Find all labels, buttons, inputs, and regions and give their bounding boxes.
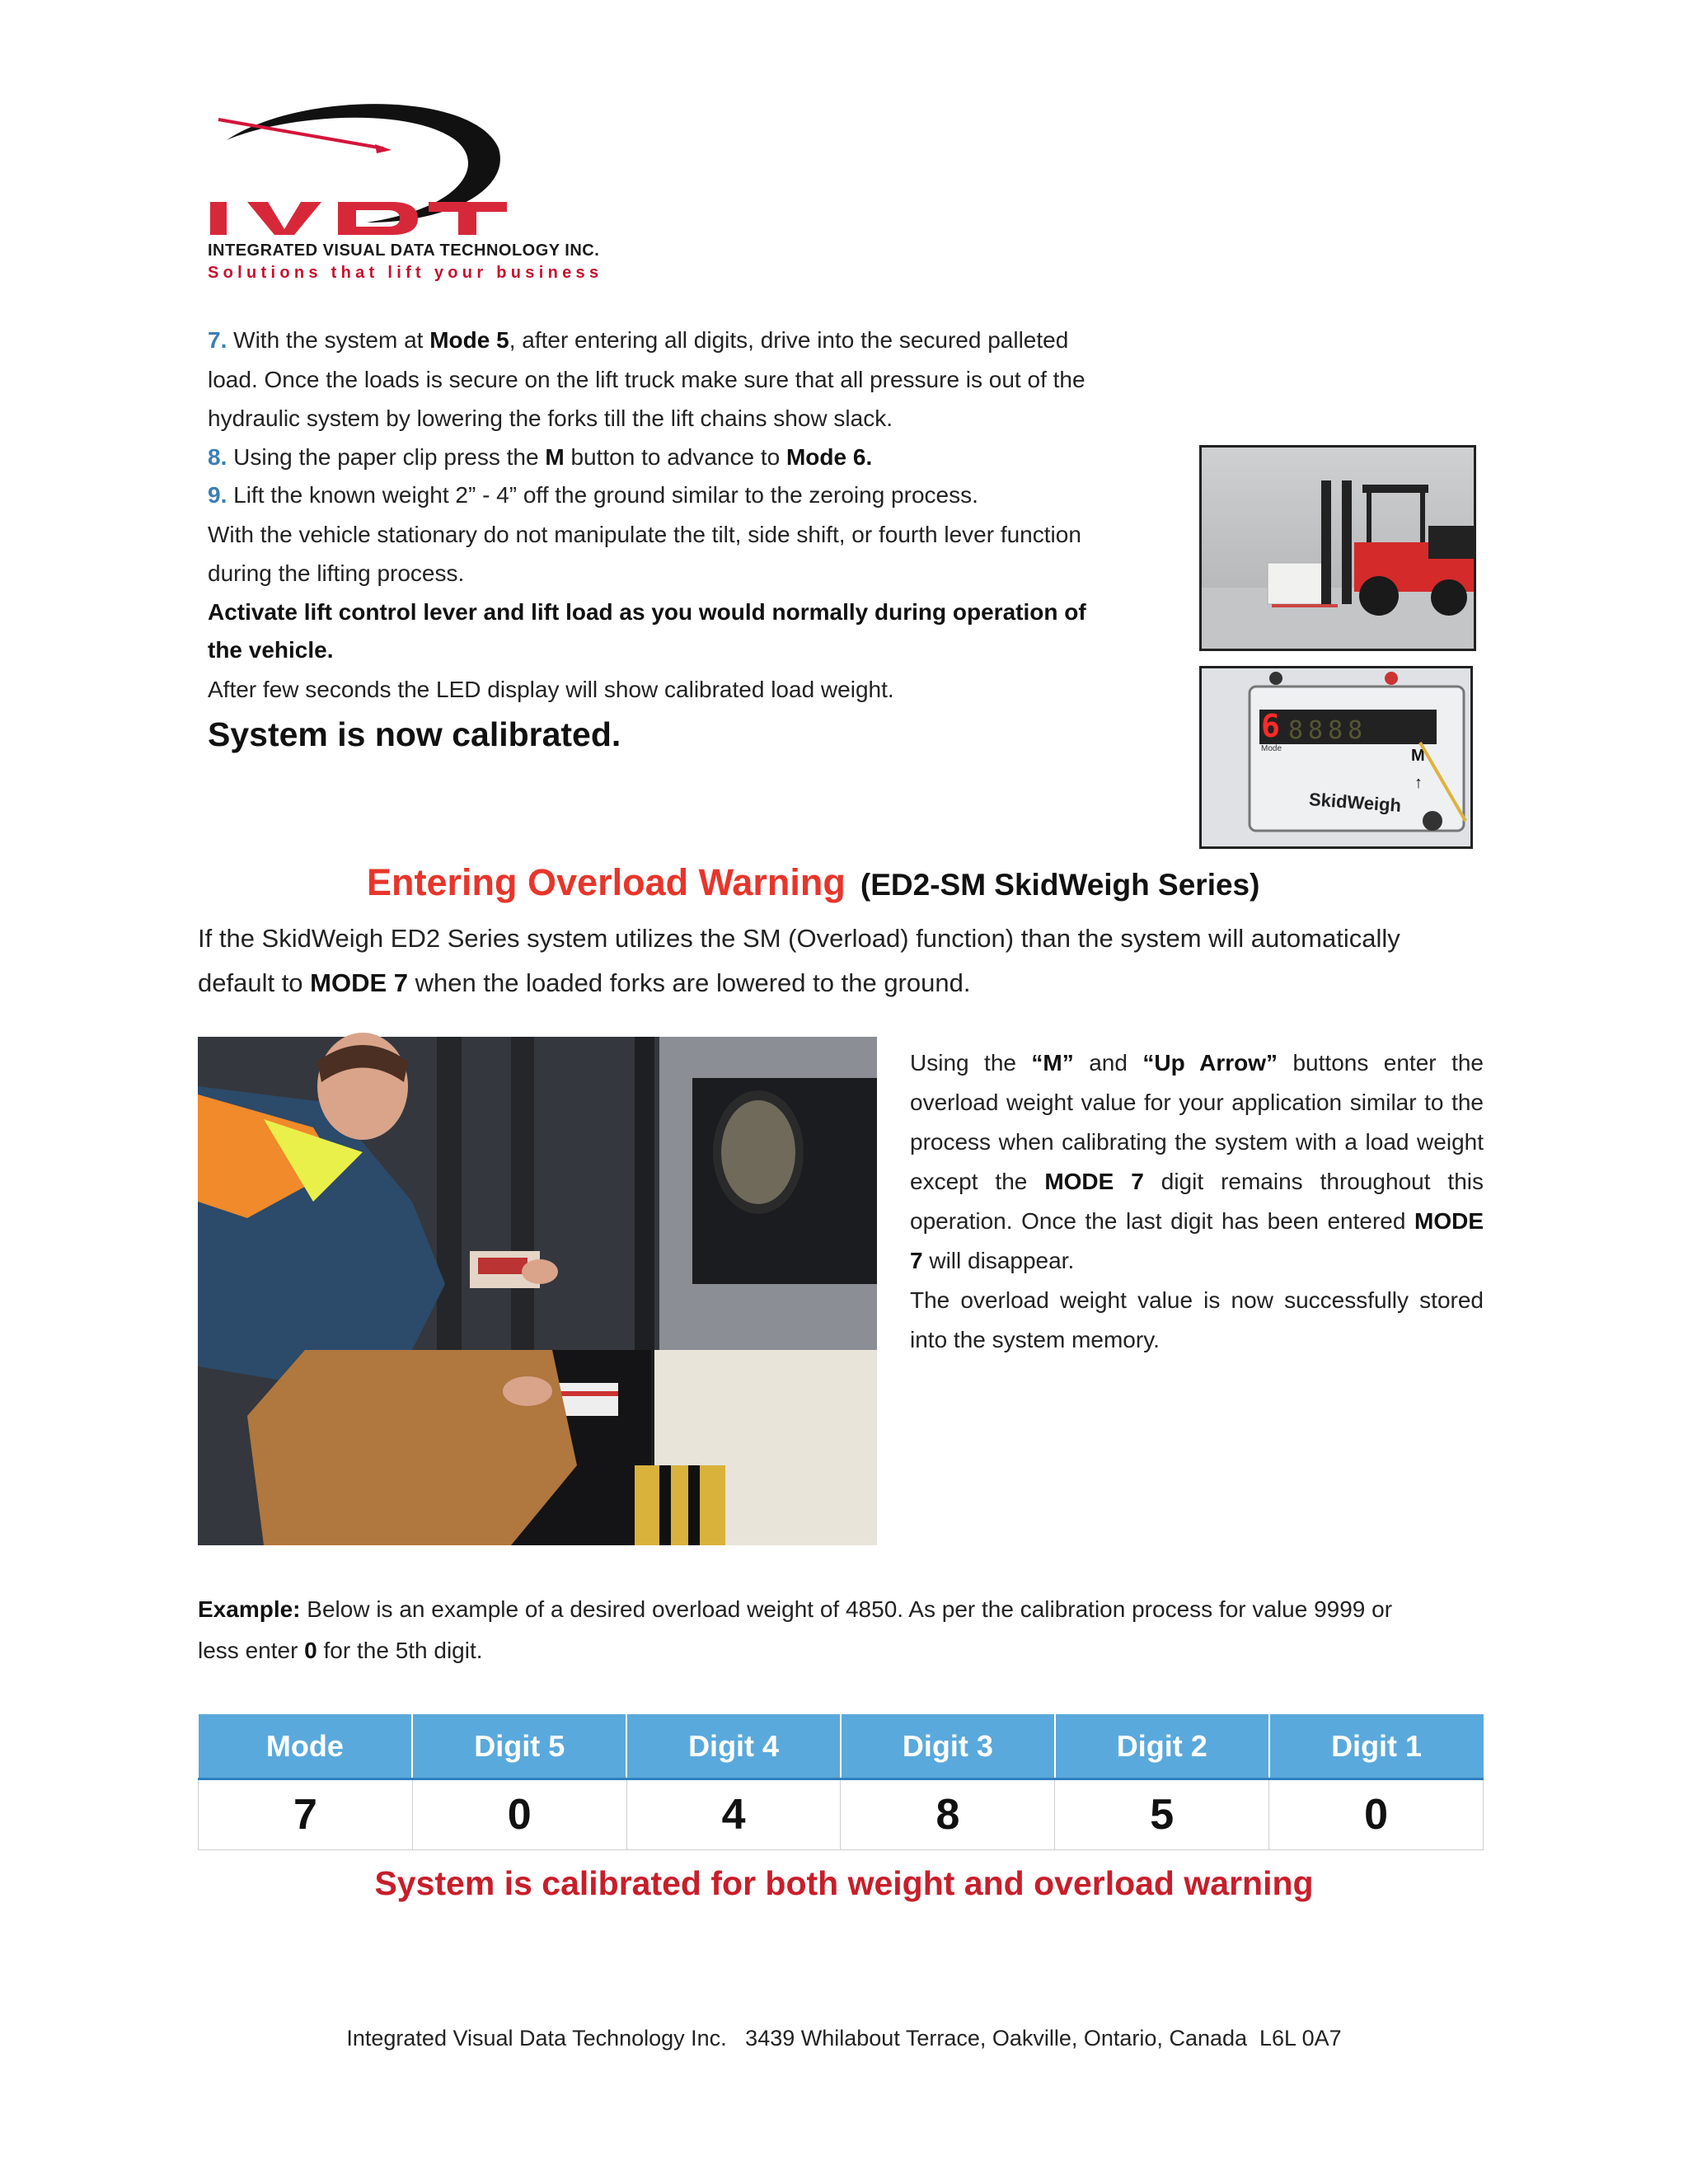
step-9-line-1: 9. Lift the known weight 2” - 4” off the ground similar to the zeroing process.	[208, 482, 978, 508]
logo-tagline: Solutions that lift your business	[208, 264, 603, 282]
header-digit-4: Digit 4	[626, 1714, 841, 1779]
operator-illustration	[198, 1037, 877, 1545]
overload-digit-table	[198, 1714, 1484, 1850]
display-brand-label: SkidWeigh	[1308, 789, 1402, 816]
forklift-model-photo	[1199, 445, 1476, 651]
step-7-line-2: load. Once the loads is secure on the lift truck make sure that all pressure is out of the	[208, 367, 1085, 392]
display-blank-digits: 8888	[1288, 716, 1368, 745]
cell-digit-4: 4	[626, 1779, 841, 1850]
example-line-2: less enter 0 for the 5th digit.	[198, 1638, 483, 1663]
section-title: Entering Overload Warning (ED2-SM SkidWeigh Series)	[367, 861, 1260, 903]
skidweigh-display-photo	[1199, 666, 1473, 849]
header-digit-5: Digit 5	[412, 1714, 626, 1779]
logo-company-name: INTEGRATED VISUAL DATA TECHNOLOGY INC.	[208, 241, 600, 260]
cell-digit-3: 8	[841, 1779, 1055, 1850]
cell-digit-2: 5	[1055, 1779, 1269, 1850]
header-digit-1: Digit 1	[1269, 1714, 1484, 1779]
step-7-line-3: hydraulic system by lowering the forks till the lift chains show slack.	[208, 405, 893, 431]
paper-clip-icon	[1416, 738, 1474, 829]
cell-digit-5: 0	[412, 1779, 626, 1850]
cell-digit-1: 0	[1269, 1779, 1484, 1850]
logo-wordmark: IVDT	[202, 88, 232, 102]
operator-calibrating-photo	[198, 1037, 877, 1545]
example-paragraph	[198, 1589, 1484, 1671]
overload-instructions	[910, 1043, 1484, 1360]
section-paragraph-line-1: If the SkidWeigh ED2 Series system utilizes the SM (Overload) function) than the system will automatically	[198, 924, 1400, 953]
step-9-bold-1: Activate lift control lever and lift load as you would normally during operation of	[208, 599, 1086, 625]
step-9-line-2: With the vehicle stationary do not manipulate the tilt, side shift, or fourth lever function	[208, 522, 1081, 547]
cell-mode: 7	[199, 1779, 413, 1850]
display-mode-digit: 6	[1261, 708, 1280, 744]
final-calibrated-statement: System is calibrated for both weight and overload warning	[374, 1864, 1314, 1902]
display-mode-label: Mode	[1261, 744, 1282, 753]
overload-instructions-paragraph-2: The overload weight value is now successfully stored into the system memory.	[910, 1287, 1484, 1352]
step-8: 8. Using the paper clip press the M button to advance to Mode 6.	[208, 444, 873, 470]
forklift-illustration	[1202, 448, 1474, 649]
header-mode: Mode	[199, 1714, 413, 1779]
header-digit-3: Digit 3	[841, 1714, 1055, 1779]
table-row	[199, 1779, 1484, 1850]
step-7-line-1: 7. With the system at Mode 5, after entering all digits, drive into the secured palleted	[208, 327, 1069, 353]
page-footer: Integrated Visual Data Technology Inc. 3439 Whilabout Terrace, Oakville, Ontario, Canada L6L 0A7	[346, 2026, 1342, 2050]
step-9-line-3: during the lifting process.	[208, 560, 465, 586]
table-header-row	[199, 1714, 1484, 1779]
step-9-line-4: After few seconds the LED display will show calibrated load weight.	[208, 677, 894, 702]
overload-instructions-paragraph-1: Using the “M” and “Up Arrow” buttons enter the overload weight value for your application similar to the process when calibrating the system with a load weight except the MODE 7 digit remains throughout this operation. Once the last digit has been entered MODE 7 will disappear.	[910, 1050, 1484, 1273]
section-paragraph-line-2: default to MODE 7 when the loaded forks are lowered to the ground.	[198, 968, 971, 997]
header-digit-2: Digit 2	[1055, 1714, 1269, 1779]
example-line-1: Example: Below is an example of a desired overload weight of 4850. As per the calibration process for value 9999 or	[198, 1596, 1393, 1622]
up-arrow-button-icon: ↑	[1414, 774, 1423, 792]
step-9-bold-2: the vehicle.	[208, 637, 334, 663]
m-button-icon: M	[1411, 747, 1425, 765]
system-calibrated-heading: System is now calibrated.	[208, 715, 621, 753]
